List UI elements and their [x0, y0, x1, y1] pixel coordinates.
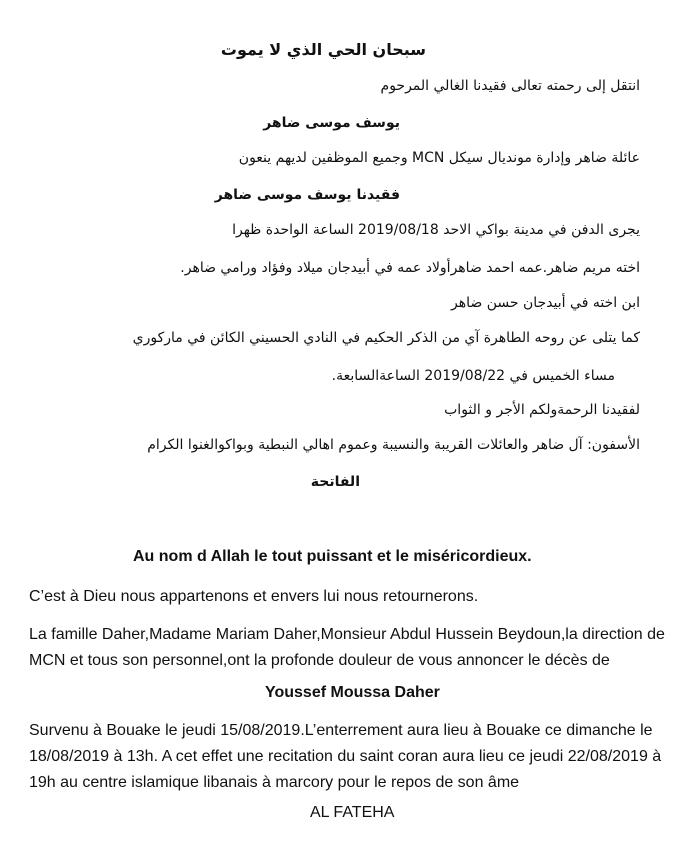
arabic-intro: انتقل إلى رحمته تعالى فقيدنا الغالي المرحوم — [380, 78, 640, 94]
french-family-paragraph: La famille Daher,Madame Mariam Daher,Monsieur Abdul Hussein Beydoun,la direction de MCN et tous son personnel,ont la profonde douleur de vous annoncer le décès de — [29, 626, 665, 669]
french-details-paragraph: Survenu à Bouake le jeudi 15/08/2019.L’enterrement aura lieu à Bouake ce dimanche le 18/08/2019 à 13h. A cet effet une recitation du saint coran aura lieu ce jeudi 22/08/2019 à 19h au centre islamique libanais à marcory pour le repos de son âme — [29, 722, 662, 791]
arabic-mourners: الأسفون: آل ضاهر والعائلات القريبة والنسيبة وعموم اهالي النبطية وبواكوالغنوا الكرام — [147, 437, 640, 453]
french-verse: C’est à Dieu nous appartenons et envers lui nous retournerons. — [29, 588, 479, 605]
arabic-deceased-name: يوسف موسى ضاهر — [263, 115, 400, 131]
arabic-heading: سبحان الحي الذي لا يموت — [220, 40, 426, 59]
french-fateha: AL FATEHA — [310, 804, 395, 821]
french-deceased-name: Youssef Moussa Daher — [265, 684, 440, 701]
arabic-prayer: لفقيدنا الرحمةولكم الأجر و الثواب — [444, 402, 640, 418]
arabic-relatives-1: اخته مريم ضاهر.عمه احمد ضاهرأولاد عمه في أبيدجان ميلاد وفؤاد ورامي ضاهر. — [180, 260, 640, 276]
arabic-deceased-line: فقيدنا يوسف موسى ضاهر — [214, 187, 400, 203]
arabic-burial-line: يجرى الدفن في مدينة بواكي الاحد 2019/08/18 الساعة الواحدة ظهرا — [232, 222, 640, 238]
arabic-fatiha: الفاتحة — [310, 474, 360, 490]
arabic-relatives-2: ابن اخته في أبيدجان حسن ضاهر — [451, 295, 640, 311]
arabic-family-line: عائلة ضاهر وإدارة مونديال سيكل MCN وجميع الموظفين لديهم ينعون — [238, 150, 640, 166]
french-heading: Au nom d Allah le tout puissant et le miséricordieux. — [133, 548, 532, 565]
arabic-recitation-2: مساء الخميس في 2019/08/22 الساعةالسابعة. — [331, 368, 615, 384]
arabic-recitation-1: كما يتلى عن روحه الطاهرة آي من الذكر الحكيم في النادي الحسيني الكائن في ماركوري — [132, 330, 640, 346]
